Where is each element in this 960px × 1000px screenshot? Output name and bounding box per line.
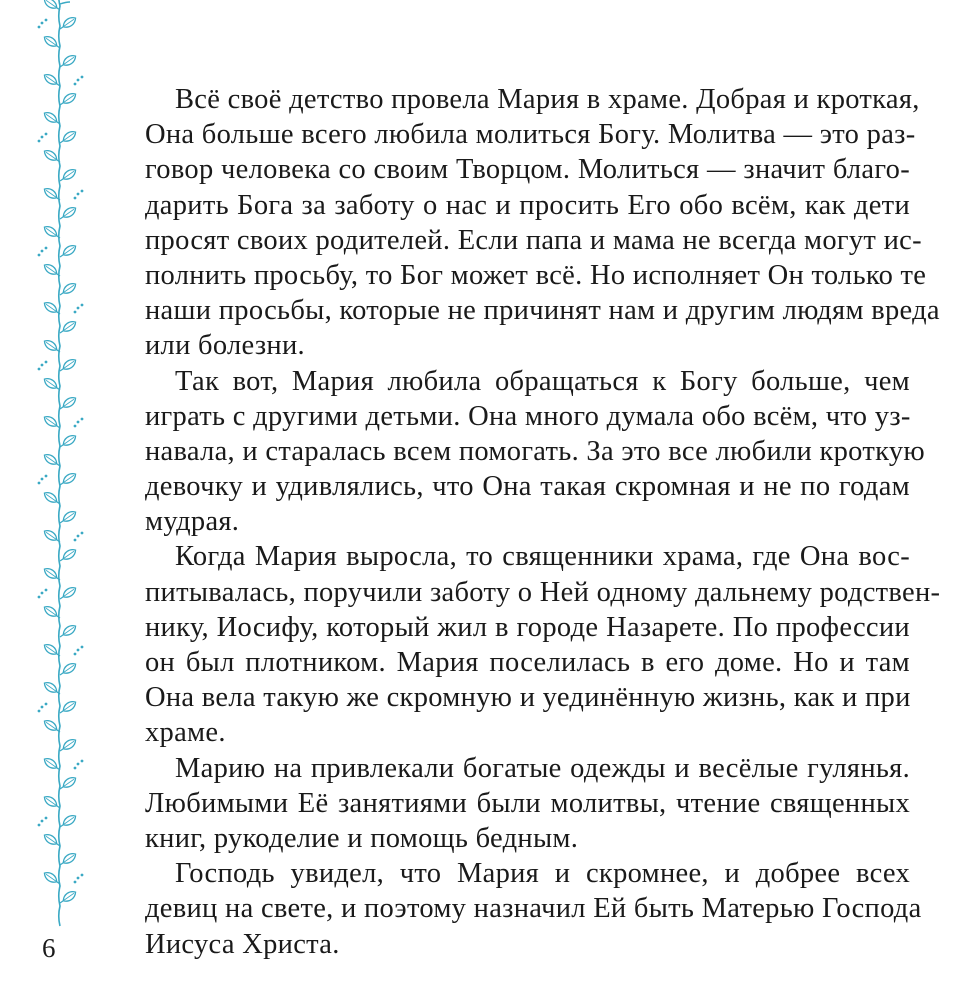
vine-berry bbox=[45, 703, 48, 706]
text-line: навала, и старалась всем помогать. За это все любили кроткую bbox=[145, 435, 925, 467]
vine-berry bbox=[74, 653, 77, 656]
vine-leaf bbox=[58, 623, 78, 640]
text-line: храме. bbox=[145, 717, 226, 749]
text-line: Когда Мария выросла, то священники храма, где Она вос- bbox=[175, 541, 910, 573]
vine-leaf bbox=[58, 167, 78, 184]
vine-leaf bbox=[58, 243, 78, 260]
vine-berry bbox=[77, 421, 80, 424]
vine-berry bbox=[45, 589, 48, 592]
text-line: девочку и удивлялись, что Она такая скромная и не по годам bbox=[145, 471, 910, 503]
vine-berry bbox=[74, 881, 77, 884]
vine-leaf bbox=[58, 357, 78, 374]
text-line: Всё своё детство провела Мария в храме. Добрая и кроткая, bbox=[175, 84, 920, 115]
text-line: полнить просьбу, то Бог может всё. Но исполняет Он только те bbox=[145, 259, 927, 291]
vine-leaf bbox=[58, 129, 78, 146]
vine-leaf bbox=[58, 433, 78, 450]
vine-berry bbox=[45, 19, 48, 22]
text-line: он был плотником. Мария поселилась в его доме. Но и там bbox=[145, 647, 910, 678]
vine-sprout bbox=[60, 2, 70, 4]
vine-berry bbox=[41, 478, 44, 481]
vine-leaf bbox=[58, 547, 78, 564]
vine-berry bbox=[81, 760, 84, 763]
vine-berry bbox=[38, 710, 41, 713]
vine-berry bbox=[45, 475, 48, 478]
vine-berry bbox=[38, 482, 41, 485]
vine-leaf bbox=[58, 471, 78, 488]
vine-leaf bbox=[58, 889, 78, 906]
text-line: Господь увидел, что Мария и скромнее, и добрее всех bbox=[175, 858, 910, 890]
story-text bbox=[145, 82, 941, 962]
text-line: играть с другими детьми. Она много думала обо всём, что уз- bbox=[145, 400, 911, 432]
text-line: Марию на привлекали богатые одежды и весёлые гулянья. bbox=[175, 752, 910, 784]
text-line: Так вот, Мария любила обращаться к Богу больше, чем bbox=[175, 365, 910, 397]
vine-berry bbox=[41, 592, 44, 595]
vine-leaf bbox=[58, 15, 78, 32]
vine-berry bbox=[77, 877, 80, 880]
vine-berry bbox=[41, 364, 44, 367]
vine-berry bbox=[81, 646, 84, 649]
vine-berry bbox=[81, 532, 84, 535]
vine-berry bbox=[45, 247, 48, 250]
vine-berry bbox=[45, 817, 48, 820]
vine-berry bbox=[77, 535, 80, 538]
paragraph-3 bbox=[145, 539, 941, 750]
vine-berry bbox=[41, 820, 44, 823]
text-line: дарить Бога за заботу о нас и просить Его обо всём, как дети bbox=[145, 189, 910, 221]
text-line: просят своих родителей. Если папа и мама не всегда могут ис- bbox=[145, 224, 922, 256]
vine-berry bbox=[74, 83, 77, 86]
text-line: Она больше всего любила молиться Богу. Молитва — это раз- bbox=[145, 119, 916, 151]
vine-berry bbox=[77, 307, 80, 310]
text-line: книг, рукоделие и помощь бедным. bbox=[145, 822, 579, 854]
vine-berry bbox=[41, 706, 44, 709]
vine-berry bbox=[77, 649, 80, 652]
paragraph-5 bbox=[145, 856, 922, 962]
vine-stem bbox=[59, 0, 60, 926]
vine-berry bbox=[38, 26, 41, 29]
vine-leaf bbox=[58, 585, 78, 602]
vine-berry bbox=[45, 361, 48, 364]
vine-leaf bbox=[58, 699, 78, 716]
vine-leaf bbox=[58, 395, 78, 412]
vine-leaf bbox=[58, 91, 78, 108]
vine-berry bbox=[45, 133, 48, 136]
vine-berry bbox=[41, 22, 44, 25]
vine-leaf bbox=[58, 661, 78, 678]
vine-berry bbox=[38, 368, 41, 371]
paragraph-2 bbox=[145, 364, 925, 540]
vine-berry bbox=[38, 140, 41, 143]
vine-berry bbox=[38, 254, 41, 257]
vine-berry bbox=[77, 79, 80, 82]
vine-berry bbox=[77, 763, 80, 766]
paragraph-4 bbox=[145, 751, 910, 857]
vine-berry bbox=[38, 824, 41, 827]
vine-leaf bbox=[58, 775, 78, 792]
text-line: или болезни. bbox=[145, 330, 305, 362]
text-line: девиц на свете, и поэтому назначил Ей быть Матерью Господа bbox=[145, 893, 922, 925]
vine-leaf bbox=[58, 509, 78, 526]
text-line: наши просьбы, которые не причинят нам и другим людям вреда bbox=[145, 295, 940, 327]
vine-berry bbox=[81, 418, 84, 421]
text-line: Она вела такую же скромную и уединённую жизнь, как и при bbox=[145, 682, 911, 714]
text-line: питывалась, поручили заботу о Ней одному дальнему родствен- bbox=[145, 576, 941, 608]
vine-berry bbox=[74, 311, 77, 314]
vine-leaf bbox=[58, 281, 78, 298]
vine-berry bbox=[74, 197, 77, 200]
vine-leaf bbox=[58, 737, 78, 754]
vine-leaf bbox=[58, 813, 78, 830]
page-number: 6 bbox=[42, 933, 56, 963]
vine-berry bbox=[74, 767, 77, 770]
vine-berry bbox=[81, 190, 84, 193]
text-line: нику, Иосифу, который жил в городе Назарете. По профессии bbox=[145, 611, 910, 643]
vine-leaf bbox=[58, 319, 78, 336]
vine-berry bbox=[74, 425, 77, 428]
vine-berry bbox=[81, 874, 84, 877]
text-line: Иисуса Христа. bbox=[145, 928, 340, 960]
text-line: мудрая. bbox=[145, 506, 240, 538]
vine-berry bbox=[41, 250, 44, 253]
paragraph-1 bbox=[145, 82, 940, 364]
decorative-vine-ornament bbox=[20, 0, 92, 930]
vine-berry bbox=[74, 539, 77, 542]
vine-leaf bbox=[58, 205, 78, 222]
vine-berry bbox=[81, 304, 84, 307]
text-line: говор человека со своим Творцом. Молиться — значит благо- bbox=[145, 154, 910, 186]
vine-berry bbox=[38, 596, 41, 599]
vine-leaf bbox=[58, 851, 78, 868]
vine-berry bbox=[77, 193, 80, 196]
vine-leaf bbox=[58, 53, 78, 70]
vine-berry bbox=[81, 76, 84, 79]
text-line: Любимыми Её занятиями были молитвы, чтение священных bbox=[145, 787, 910, 819]
vine-berry bbox=[41, 136, 44, 139]
